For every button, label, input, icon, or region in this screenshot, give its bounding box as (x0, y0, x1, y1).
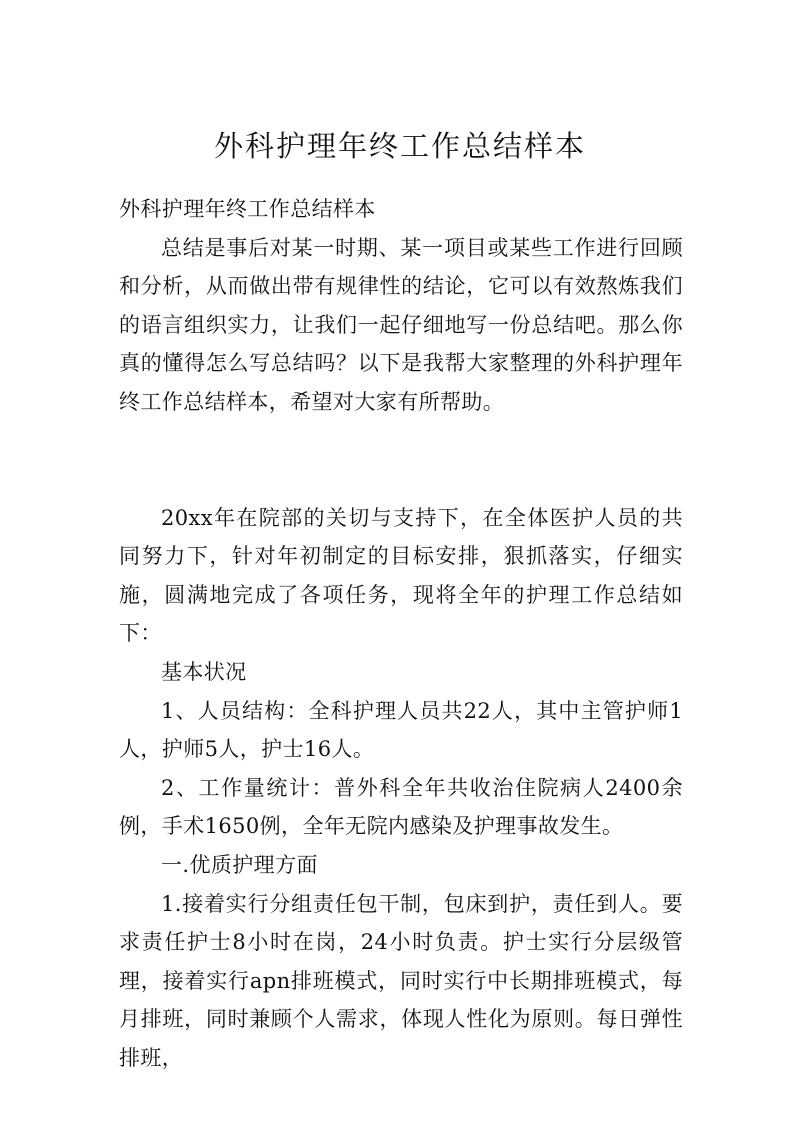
document-body (119, 190, 683, 1077)
section-heading-quality-nursing: 一.优质护理方面 (161, 852, 318, 877)
summary-paragraph: 20xx年在院部的关切与支持下，在全体医护人员的共同努力下，针对年初制定的目标安排，狠抓落实，仔细实施，圆满地完成了各项任务，现将全年的护理工作总结如下： (119, 505, 683, 646)
workload-paragraph: 2、工作量统计：普外科全年共收治住院病人2400余例，手术1650例，全年无院内感染及护理事故发生。 (119, 775, 683, 839)
staff-structure-paragraph: 1、人员结构：全科护理人员共22人，其中主管护师1人，护师5人，护士16人。 (119, 698, 683, 762)
quality-nursing-paragraph: 1.接着实行分组责任包干制，包床到护，责任到人。要求责任护士8小时在岗，24小时负责。护士实行分层级管理，接着实行apn排班模式，同时实行中长期排班模式，每月排班，同时兼顾个人需求，体现人性化为原则。每日弹性排班， (119, 891, 683, 1070)
paragraph-spacer (119, 422, 683, 499)
intro-paragraph: 总结是事后对某一时期、某一项目或某些工作进行回顾和分析，从而做出带有规律性的结论，它可以有效熬炼我们的语言组织实力，让我们一起仔细地写一份总结吧。那么你真的懂得怎么写总结吗？以下是我帮大家整理的外科护理年终工作总结样本，希望对大家有所帮助。 (119, 235, 683, 414)
section-heading-basic-status: 基本状况 (161, 659, 247, 684)
subtitle-paragraph: 外科护理年终工作总结样本 (119, 197, 376, 221)
document-title: 外科护理年终工作总结样本 (213, 129, 586, 163)
